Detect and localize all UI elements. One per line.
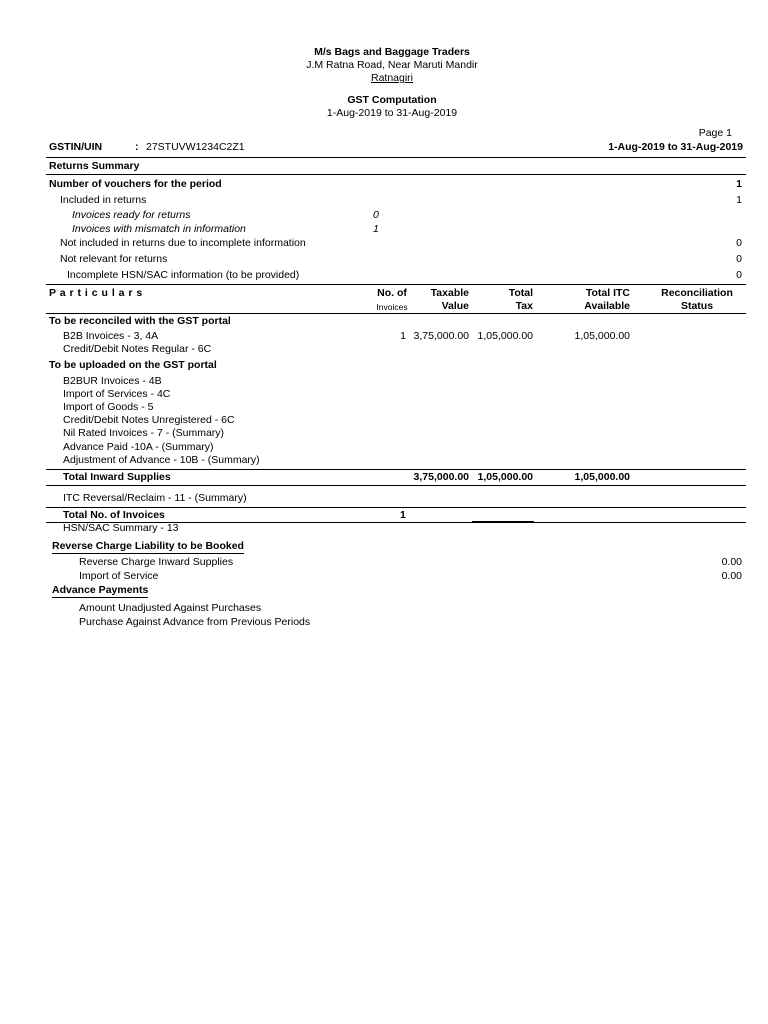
not-relevant-label: Not relevant for returns — [60, 253, 168, 265]
company-city-text: Ratnagiri — [370, 72, 414, 84]
divider — [46, 485, 746, 486]
upload-item: Adjustment of Advance - 10B - (Summary) — [63, 454, 260, 466]
upload-item: Advance Paid -10A - (Summary) — [63, 441, 214, 453]
company-address: J.M Ratna Road, Near Maruti Mandir — [306, 59, 478, 71]
hsn-summary-label: HSN/SAC Summary - 13 — [63, 522, 179, 534]
company-name: M/s Bags and Baggage Traders — [314, 46, 470, 58]
vouchers-label: Number of vouchers for the period — [49, 178, 222, 190]
total-inward-taxable: 3,75,000.00 — [413, 471, 469, 483]
b2b-itc: 1,05,000.00 — [574, 330, 630, 342]
b2b-count: 1 — [400, 330, 406, 342]
b2b-tax: 1,05,000.00 — [477, 330, 533, 342]
advance-previous-label: Purchase Against Advance from Previous Periods — [79, 616, 311, 628]
upload-item: Import of Services - 4C — [63, 388, 171, 400]
gstin-label: GSTIN/UIN — [49, 141, 103, 153]
divider — [46, 174, 746, 175]
col-value: Value — [441, 300, 469, 312]
cdn-label: Credit/Debit Notes Regular - 6C — [63, 343, 212, 355]
col-total: Total — [508, 287, 533, 299]
col-status: Status — [680, 300, 714, 312]
report-period: 1-Aug-2019 to 31-Aug-2019 — [326, 107, 458, 119]
advance-unadjusted-label: Amount Unadjusted Against Purchases — [79, 602, 262, 614]
col-no-of: No. of — [377, 287, 407, 299]
upload-item: Credit/Debit Notes Unregistered - 6C — [63, 414, 235, 426]
rc-import-label: Import of Service — [79, 570, 159, 582]
included-value: 1 — [736, 194, 742, 206]
gstin-value: 27STUVW1234C2Z1 — [146, 141, 245, 153]
divider — [472, 521, 534, 522]
incomplete-hsn-label: Incomplete HSN/SAC information (to be provided) — [67, 269, 300, 281]
upload-item: B2BUR Invoices - 4B — [63, 375, 162, 387]
col-total-itc: Total ITC — [585, 287, 630, 299]
col-taxable: Taxable — [430, 287, 469, 299]
not-included-label: Not included in returns due to incomplete information — [60, 237, 306, 249]
returns-summary-heading: Returns Summary — [49, 160, 140, 172]
rc-inward-label: Reverse Charge Inward Supplies — [79, 556, 234, 568]
total-invoices-value: 1 — [400, 509, 406, 521]
total-invoices-label: Total No. of Invoices — [63, 509, 165, 521]
rc-inward-value: 0.00 — [721, 556, 742, 568]
company-city — [0, 72, 768, 85]
col-available: Available — [584, 300, 630, 312]
divider — [46, 284, 746, 285]
col-invoices: Invoices — [376, 302, 408, 312]
divider — [46, 469, 746, 470]
included-label: Included in returns — [60, 194, 147, 206]
col-reconciliation: Reconciliation — [661, 287, 733, 299]
rc-import-value: 0.00 — [721, 570, 742, 582]
divider — [46, 507, 746, 508]
period-right: 1-Aug-2019 to 31-Aug-2019 — [608, 141, 743, 153]
divider — [46, 313, 746, 314]
upload-item: Import of Goods - 5 — [63, 401, 154, 413]
mismatch-label: Invoices with mismatch in information — [72, 223, 246, 235]
vouchers-value: 1 — [736, 178, 742, 190]
report-title: GST Computation — [347, 94, 437, 106]
col-particulars: P a r t i c u l a r s — [49, 287, 143, 299]
col-tax: Tax — [515, 300, 533, 312]
advance-heading: Advance Payments — [52, 584, 149, 596]
itc-reversal-label: ITC Reversal/Reclaim - 11 - (Summary) — [63, 492, 247, 504]
upload-heading: To be uploaded on the GST portal — [49, 359, 217, 371]
total-inward-label: Total Inward Supplies — [63, 471, 171, 483]
reverse-charge-heading: Reverse Charge Liability to be Booked — [52, 540, 244, 552]
page-number: Page 1 — [698, 127, 732, 139]
total-inward-itc: 1,05,000.00 — [574, 471, 630, 483]
not-relevant-value: 0 — [736, 253, 742, 265]
upload-item: Nil Rated Invoices - 7 - (Summary) — [63, 427, 225, 439]
b2b-label: B2B Invoices - 3, 4A — [63, 330, 159, 342]
ready-label: Invoices ready for returns — [72, 209, 191, 221]
gstin-colon: : — [135, 141, 139, 153]
divider — [46, 157, 746, 158]
incomplete-hsn-value: 0 — [736, 269, 742, 281]
not-included-value: 0 — [736, 237, 742, 249]
total-inward-tax: 1,05,000.00 — [477, 471, 533, 483]
b2b-taxable: 3,75,000.00 — [413, 330, 469, 342]
mismatch-value: 1 — [373, 223, 379, 235]
ready-value: 0 — [373, 209, 379, 221]
reconcile-heading: To be reconciled with the GST portal — [49, 315, 231, 327]
